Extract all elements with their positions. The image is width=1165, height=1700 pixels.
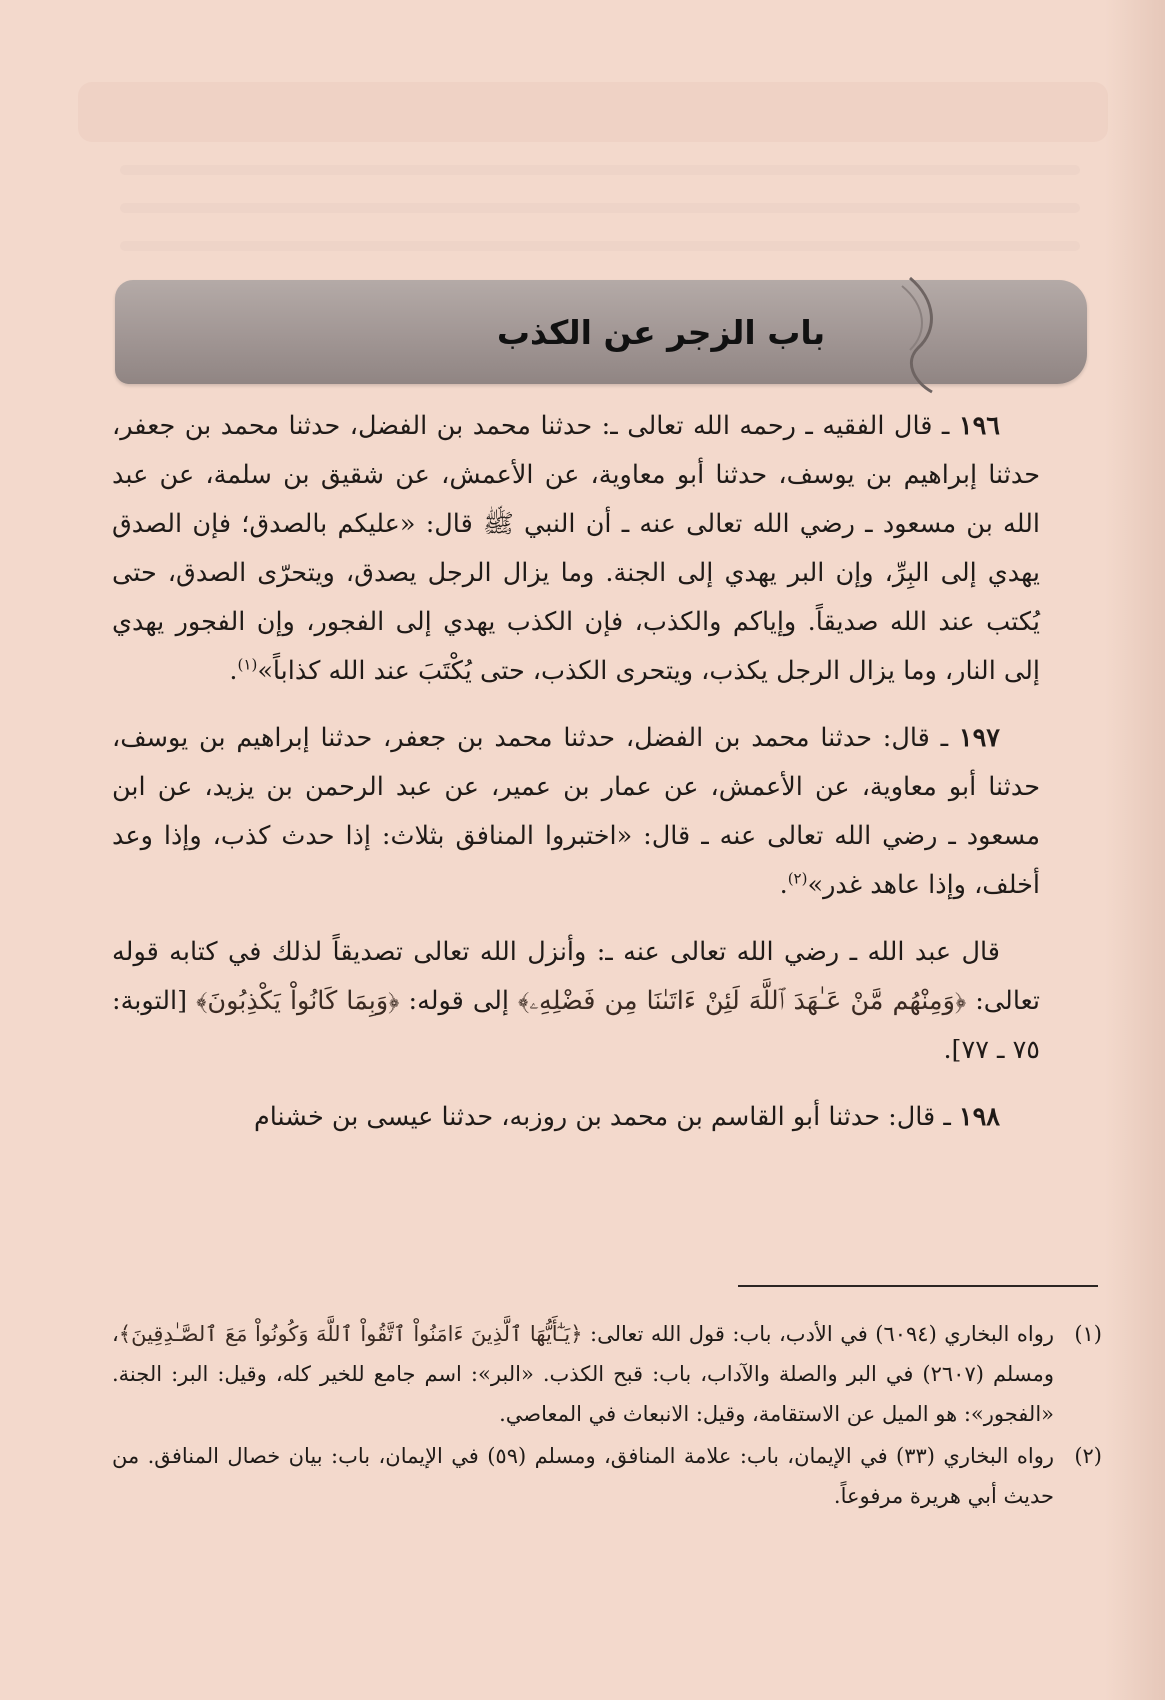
surah-citation: [التوبة: ٧٥ ـ ٧٧].: [112, 986, 1040, 1065]
bleed-through-band: [78, 82, 1108, 142]
hadith-196: [112, 402, 1040, 696]
footnote-text: [112, 1436, 1054, 1516]
hadith-197: [112, 714, 1040, 910]
footnote-ref[interactable]: (٢): [787, 869, 808, 888]
commentary-text: إلى قوله:: [399, 986, 519, 1016]
bleed-through-text: [120, 165, 1080, 279]
footnote-divider: [738, 1285, 1098, 1287]
abdullah-commentary: [112, 928, 1040, 1075]
hadith-number: ١٩٧: [958, 723, 1000, 753]
quran-verse: ﴿وَبِمَا كَانُواْ يَكْذِبُونَ﴾: [196, 986, 400, 1016]
hadith-number: ١٩٨: [958, 1102, 1000, 1132]
footnote-number: (١): [1074, 1322, 1102, 1346]
hadith-198: [112, 1093, 1040, 1142]
footnote-text-part: رواه البخاري (٣٣) في الإيمان، باب: علامة المنافق، ومسلم (٥٩) في الإيمان، باب: بيان خصال المنافق. من حديث أبي هريرة مرفوعاً.: [112, 1444, 1055, 1508]
hadith-text: ـ قال: حدثنا أبو القاسم بن محمد بن روزبه، حدثنا عيسى بن خشنام: [253, 1102, 959, 1132]
footnotes: [112, 1314, 1102, 1518]
page-gutter-shadow: [1105, 0, 1165, 1700]
footnote-text: [112, 1314, 1054, 1434]
footnote-ref[interactable]: (١): [237, 655, 258, 674]
footnote-2: [112, 1436, 1102, 1516]
footnote-text-part: ، ومسلم (٢٦٠٧) في البر والصلة والآداب، باب: قبح الكذب. «البر»: اسم جامع للخير كله، وقيل: البر: الجنة. «الفجور»: هو الميل عن الاستقامة، وقيل: الانبعاث في المعاصي.: [112, 1322, 1055, 1426]
footnote-text-part: رواه البخاري (٦٠٩٤) في الأدب، باب: قول الله تعالى:: [582, 1322, 1055, 1346]
hadith-number: ١٩٦: [958, 411, 1000, 441]
footnote-1: [112, 1314, 1102, 1434]
hadith-text: ـ قال: حدثنا محمد بن الفضل، حدثنا محمد بن جعفر، حدثنا إبراهيم بن يوسف، حدثنا أبو معاوية، عن الأعمش، عن عمار بن عمير، عن عبد الرحمن بن يزيد، عن ابن مسعود ـ رضي الله تعالى عنه ـ قال: «اختبروا المنافق بثلاث: إذا حدث كذب، وإذا وعد أخلف، وإذا عاهد غدر»: [112, 723, 1040, 900]
quran-verse: ﴿يَـٰٓأَيُّهَا ٱلَّذِينَ ءَامَنُواْ ٱتَّقُواْ ٱللَّهَ وَكُونُواْ مَعَ ٱلصَّـٰدِقِينَ﴾: [118, 1322, 583, 1346]
main-text: [112, 402, 1040, 1160]
footnote-number: (٢): [1074, 1444, 1102, 1468]
sentence-end: .: [779, 870, 788, 900]
sentence-end: .: [229, 656, 238, 686]
commentary-text: قال عبد الله ـ رضي الله تعالى عنه ـ: وأنزل الله تعالى تصديقاً لذلك في كتابه قوله تعالى:: [112, 937, 1040, 1016]
hadith-text: ـ قال الفقيه ـ رحمه الله تعالى ـ: حدثنا محمد بن الفضل، حدثنا محمد بن جعفر، حدثنا إبراهيم بن يوسف، حدثنا أبو معاوية، عن الأعمش، عن شقيق بن سلمة، عن عبد الله بن مسعود ـ رضي الله تعالى عنه ـ أن النبي ﷺ قال: «عليكم بالصدق؛ فإن الصدق يهدي إلى البِرِّ، وإن البر يهدي إلى الجنة. وما يزال الرجل يصدق، ويتحرّى الصدق، حتى يُكتب عند الله صديقاً. وإياكم والكذب، فإن الكذب يهدي إلى الفجور، وإن الفجور يهدي إلى النار، وما يزال الرجل يكذب، ويتحرى الكذب، حتى يُكْتَبَ عند الله كذاباً»: [112, 411, 1040, 686]
quran-verse: ﴿وَمِنْهُم مَّنْ عَـٰهَدَ ٱللَّهَ لَئِنْ ءَاتَىٰنَا مِن فَضْلِهِۦ﴾: [518, 986, 967, 1016]
chapter-title: باب الزجر عن الكذب: [496, 312, 826, 352]
